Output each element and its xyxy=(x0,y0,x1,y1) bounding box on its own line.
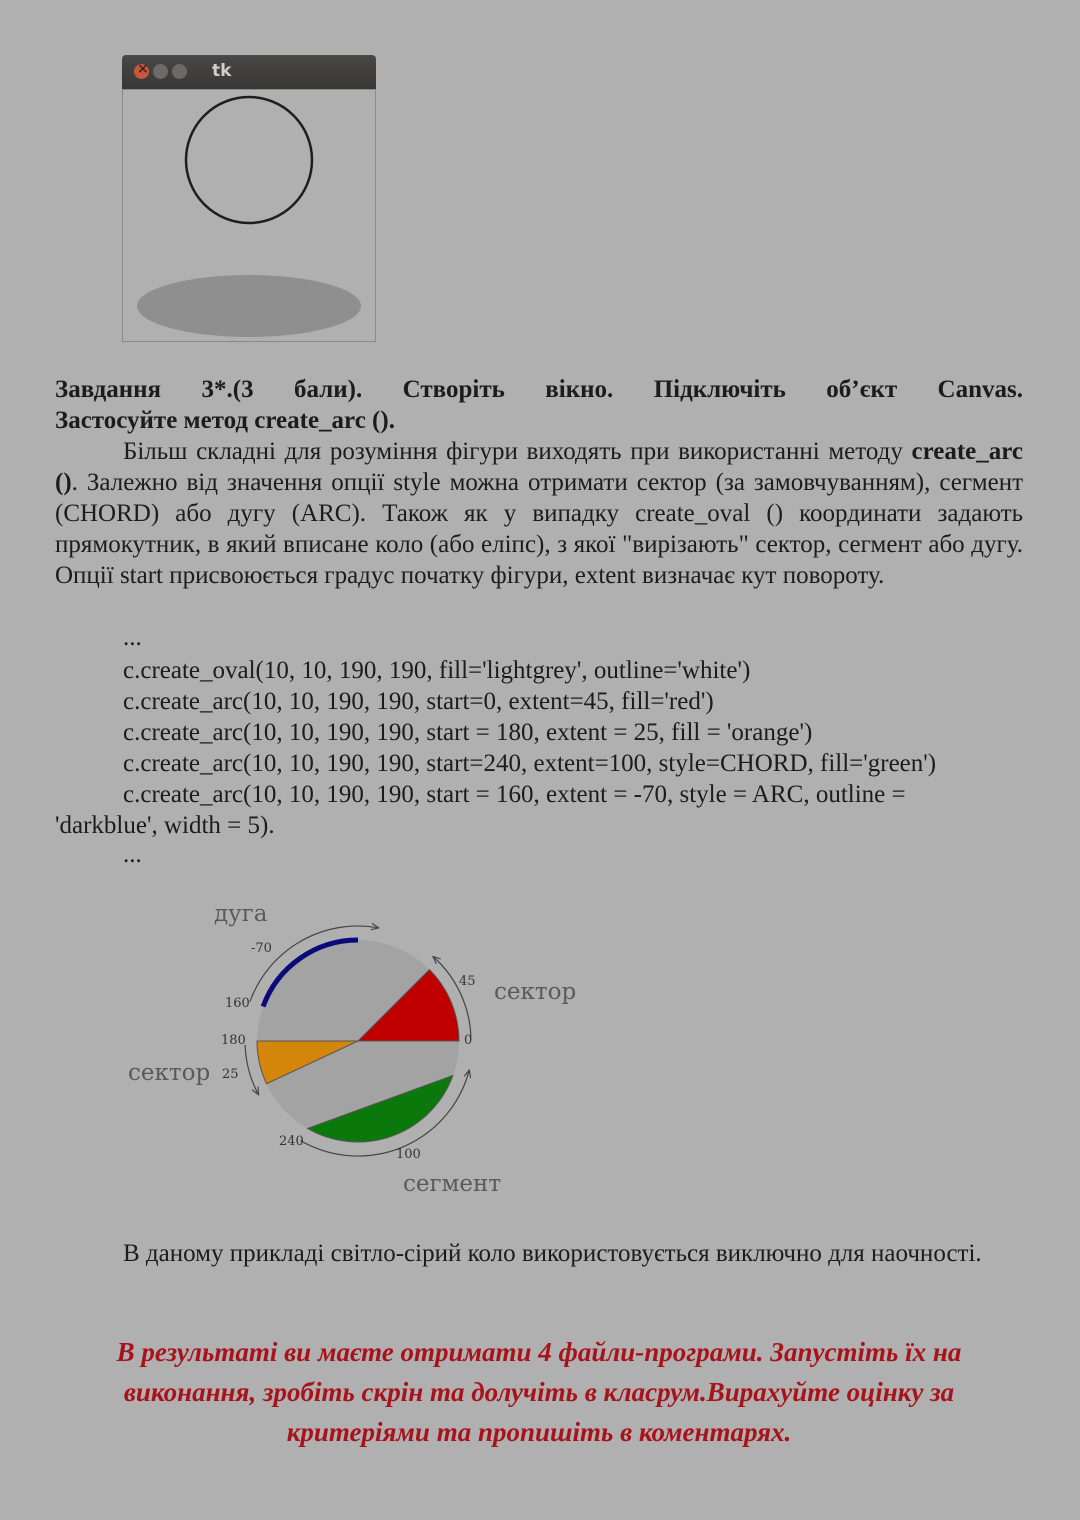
code-line-4: c.create_arc(10, 10, 190, 190, start=240, extent=100, style=CHORD, fill='green') xyxy=(123,750,937,777)
close-icon xyxy=(134,64,149,79)
num-100: 100 xyxy=(396,1147,421,1162)
intro-text-rest: . Залежно від значення опції style можна отримати сектор (за замовчуванням), сегмент (CHORD) або дугу (ARC). Також як у випадку create_oval () координати задають прямокутник, в який вписане коло (або еліпс), з якої "вирізають" сектор, сегмент або дугу. Опції start присвоюється градус початку фігури, extent визначає кут повороту. xyxy=(55,469,1023,589)
label-segment: сегмент xyxy=(403,1171,502,1197)
task-heading: Завдання 3*.(3 бали). Створіть вікно. Підключіть об’єкт Canvas. xyxy=(55,376,1023,403)
label-arc: дуга xyxy=(214,901,268,927)
num-180: 180 xyxy=(221,1033,246,1048)
label-sector-right: сектор xyxy=(494,979,577,1005)
num-25: 25 xyxy=(222,1067,239,1082)
num-0: 0 xyxy=(464,1033,473,1048)
tk-canvas xyxy=(122,89,376,342)
num-240: 240 xyxy=(279,1134,304,1149)
code-line-3: c.create_arc(10, 10, 190, 190, start = 180, extent = 25, fill = 'orange') xyxy=(123,719,813,746)
arc-diagram xyxy=(110,895,590,1205)
code-ellipsis-top: ... xyxy=(123,624,142,651)
code-line-2: c.create_arc(10, 10, 190, 190, start=0, extent=45, fill='red') xyxy=(123,688,714,715)
canvas-circle xyxy=(186,97,312,223)
canvas-ellipse xyxy=(137,275,361,337)
label-sector-left: сектор xyxy=(128,1060,211,1086)
left-sector-extent-arrow xyxy=(245,1045,258,1094)
tk-window-title: tk xyxy=(212,61,232,81)
code-ellipsis-bottom: ... xyxy=(123,841,142,868)
arc-diagram-svg xyxy=(110,895,590,1205)
code-line-5-cont: 'darkblue', width = 5). xyxy=(55,812,275,839)
num-45: 45 xyxy=(459,974,476,989)
note-text: В даному прикладі світло-сірий коло використовується виключно для наочності. xyxy=(123,1240,982,1267)
task-heading-cont: Застосуйте метод create_arc (). xyxy=(55,407,395,434)
task-intro xyxy=(55,436,1023,591)
tk-titlebar xyxy=(122,55,376,89)
code-line-1: c.create_oval(10, 10, 190, 190, fill='lightgrey', outline='white') xyxy=(123,657,751,684)
intro-bold-method: create_arc () xyxy=(55,438,1023,496)
maximize-icon xyxy=(172,64,187,79)
code-line-5: c.create_arc(10, 10, 190, 190, start = 160, extent = -70, style = ARC, outline = xyxy=(123,781,906,808)
intro-text: Більш складні для розуміння фігури виходять при використанні методу xyxy=(123,438,912,465)
num-minus70: -70 xyxy=(251,941,272,956)
tk-canvas-drawing xyxy=(123,90,375,341)
result-instructions: В результаті ви маєте отримати 4 файли-програми. Запустіть їх на виконання, зробіть скрін та долучіть в класрум.Вирахуйте оцінку за критеріями та пропишіть в коментарях. xyxy=(116,1337,962,1447)
minimize-icon xyxy=(153,64,168,79)
num-160: 160 xyxy=(225,996,250,1011)
tk-window-screenshot xyxy=(122,55,376,342)
